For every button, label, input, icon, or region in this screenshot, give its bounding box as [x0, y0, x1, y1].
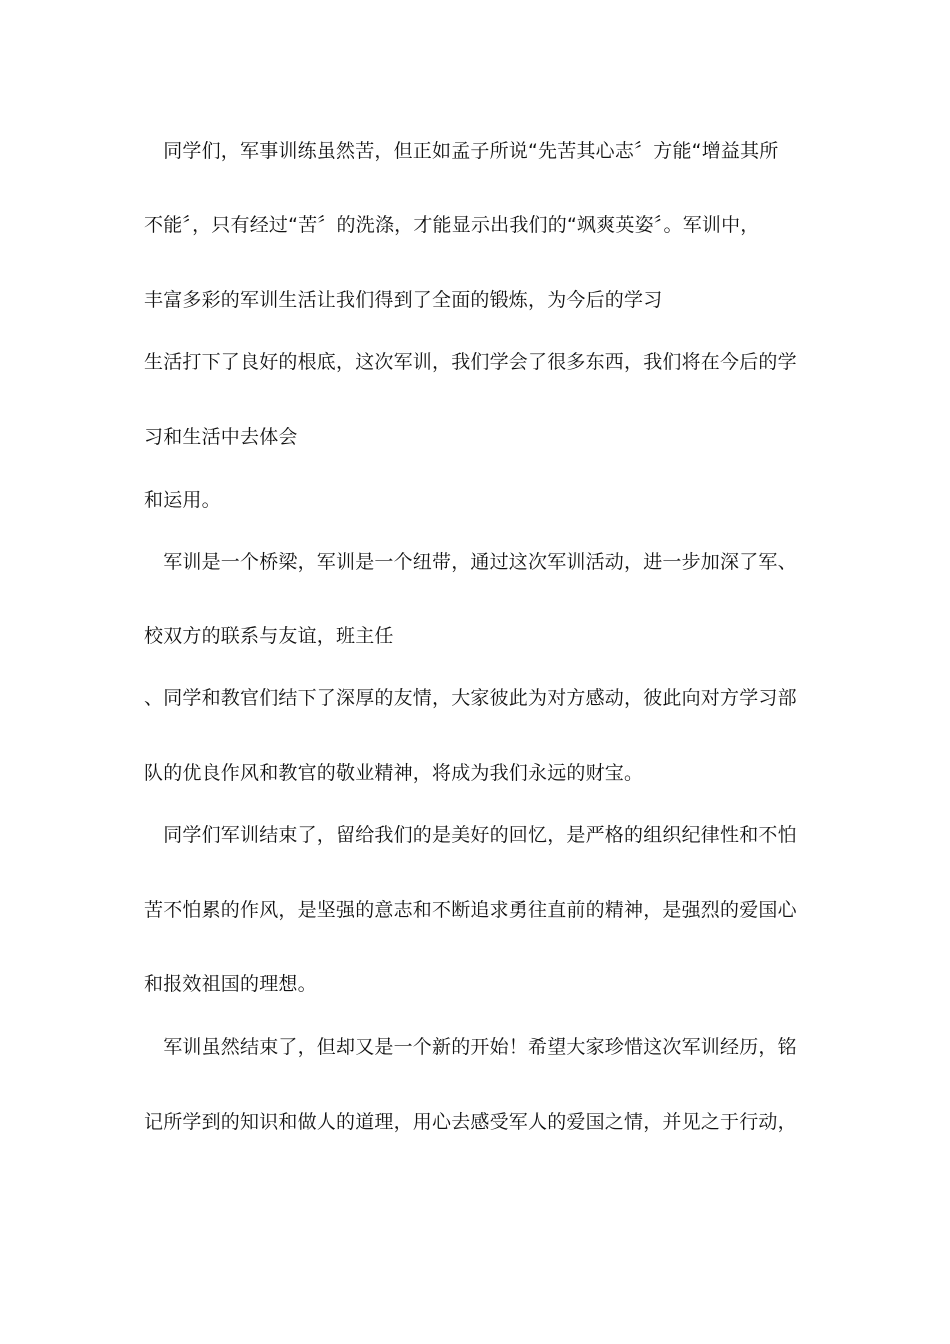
text-line: 和运用。 — [144, 489, 221, 511]
text-line: 不能〞，只有经过“苦〞的洗涤，才能显示出我们的“飒爽英姿〞。军训中， — [144, 214, 760, 236]
text-line: 记所学到的知识和做人的道理，用心去感受军人的爱国之情，并见之于行动， — [144, 1111, 797, 1133]
text-line: 苦不怕累的作风，是坚强的意志和不断追求勇往直前的精神，是强烈的爱国心 — [144, 899, 797, 921]
text-line: 生活打下了良好的根底，这次军训，我们学会了很多东西，我们将在今后的学 — [144, 351, 797, 373]
text-line: 同学们军训结束了，留给我们的是美好的回忆，是严格的组织纪律性和不怕 — [144, 824, 797, 846]
text-line: 军训是一个桥梁，军训是一个纽带，通过这次军训活动，进一步加深了军、 — [144, 551, 797, 573]
text-line: 校双方的联系与友谊，班主任 — [144, 625, 394, 647]
text-line: 军训虽然结束了，但却又是一个新的开始！希望大家珍惜这次军训经历，铭 — [144, 1036, 797, 1058]
text-line: 习和生活中去体会 — [144, 426, 298, 448]
text-line: 丰富多彩的军训生活让我们得到了全面的锻炼，为今后的学习 — [144, 289, 663, 311]
text-line: 、同学和教官们结下了深厚的友情，大家彼此为对方感动，彼此向对方学习部 — [144, 687, 797, 709]
text-line: 同学们，军事训练虽然苦，但正如孟子所说“先苦其心志〞方能“增益其所 — [144, 140, 779, 162]
text-line: 和报效祖国的理想。 — [144, 973, 317, 995]
text-line: 队的优良作风和教官的敬业精神，将成为我们永远的财宝。 — [144, 762, 644, 784]
